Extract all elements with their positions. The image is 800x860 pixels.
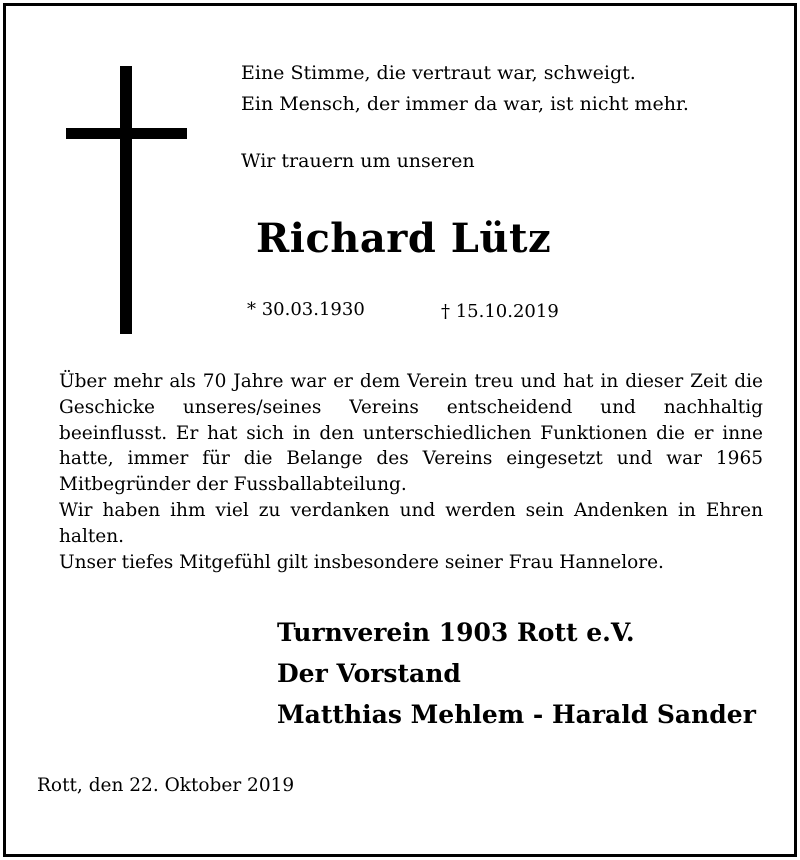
verse: [241, 58, 689, 120]
tribute-text: [59, 369, 763, 575]
birth-date: * 30.03.1930: [247, 299, 365, 320]
mourning-intro: Wir trauern um unseren: [241, 150, 475, 172]
cross-icon-crossbar: [66, 128, 187, 139]
deceased-name: Richard Lütz: [256, 215, 552, 262]
verse-line: Eine Stimme, die vertraut war, schweigt.: [241, 62, 636, 84]
signatory-names: Matthias Mehlem - Harald Sander: [277, 700, 756, 729]
cross-icon: [120, 66, 132, 334]
verse-line: Ein Mensch, der immer da war, ist nicht mehr.: [241, 93, 689, 115]
tribute-paragraph: Unser tiefes Mitgefühl gilt insbesondere seiner Frau Hannelore.: [59, 551, 664, 573]
tribute-paragraph: Über mehr als 70 Jahre war er dem Verein treu und hat in dieser Zeit die Geschicke unseres/seines Vereins entscheidend und nachhaltig beeinflusst. Er hat sich in den unterschiedlichen Funktionen die er inne hatte, immer für die Belange des Vereins eingesetzt und war 1965 Mitbegründer der Fussballabteilung.: [59, 371, 763, 496]
club-name: Turnverein 1903 Rott e.V.: [277, 618, 635, 647]
signature-block: [277, 612, 756, 735]
board-label: Der Vorstand: [277, 659, 461, 688]
place-and-date: Rott, den 22. Oktober 2019: [37, 775, 295, 796]
tribute-paragraph: Wir haben ihm viel zu verdanken und werden sein Andenken in Ehren halten.: [59, 499, 763, 547]
death-date: † 15.10.2019: [441, 301, 559, 322]
